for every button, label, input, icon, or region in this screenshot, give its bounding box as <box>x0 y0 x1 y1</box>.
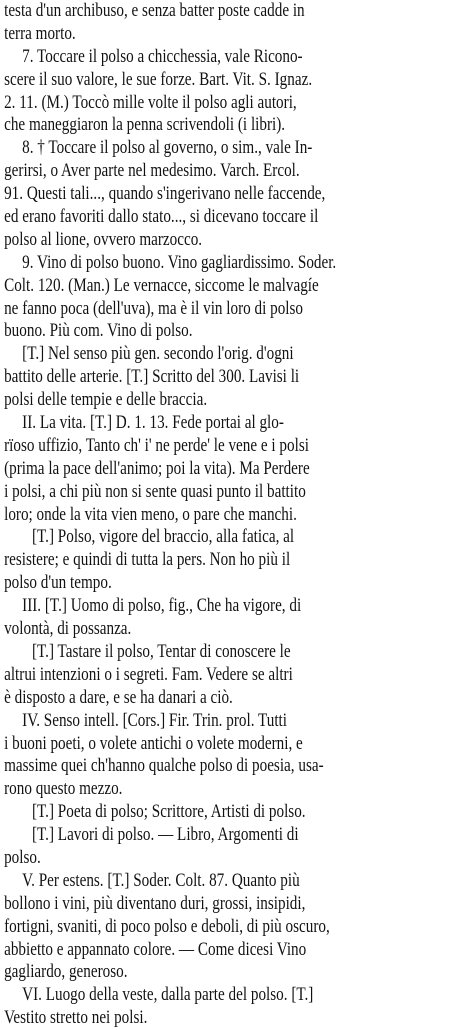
text-line: 7. Toccare il polso a chicchessia, vale Ricono- <box>22 46 303 67</box>
text-line: 8. † Toccare il polso al governo, o sim., vale In- <box>22 138 313 159</box>
text-line: rono questo mezzo. <box>4 779 123 800</box>
text-line: terra morto. <box>4 23 76 44</box>
text-line: loro; onde la vita vien meno, o pare che manchi. <box>4 504 297 525</box>
text-line: IV. Senso intell. [Cors.] Fir. Trin. prol. Tutti <box>22 710 287 731</box>
text-line: 2. 11. (M.) Toccò mille volte il polso agli autori, <box>4 92 297 113</box>
text-line: battito delle arterie. [T.] Scritto del 300. Lavisi li <box>4 367 300 388</box>
text-line: (prima la pace dell'animo; poi la vita). Ma Perdere <box>4 458 310 479</box>
text-line: 9. Vino di polso buono. Vino gagliardissimo. Soder. <box>22 252 337 273</box>
text-line: Colt. 120. (Man.) Le vernacce, siccome le malvagíe <box>4 275 319 296</box>
text-line: fortigni, svaniti, di poco polso e deboli, di più oscuro, <box>4 916 330 937</box>
text-line: i polsi, a chi più non si sente quasi punto il battito <box>4 481 306 502</box>
text-line: gerirsi, o Aver parte nel medesimo. Varch. Ercol. <box>4 161 300 182</box>
text-line: polso d'un tempo. <box>4 573 112 594</box>
text-line: bollono i vini, più diventano duri, grossi, insipidi, <box>4 893 306 914</box>
text-line: [T.] Nel senso più gen. secondo l'orig. d'ogni <box>22 344 294 365</box>
text-line: polso al lione, ovvero marzocco. <box>4 229 203 250</box>
text-line: [T.] Tastare il polso, Tentar di conoscere le <box>31 641 291 662</box>
text-line: testa d'un archibuso, e senza batter poste cadde in <box>4 1 305 21</box>
text-line: che maneggiaron la penna scrivendoli (i libri). <box>4 115 286 136</box>
text-line: Vestito stretto nei polsi. <box>4 1008 148 1029</box>
text-line: VI. Luogo della veste, dalla parte del polso. [T.] <box>22 985 314 1006</box>
text-line: gagliardo, generoso. <box>4 962 128 983</box>
text-line: scere il suo valore, le sue forze. Bart. Vit. S. Ignaz. <box>4 69 313 90</box>
text-line: ed erano favoriti dallo stato..., si dicevano toccare il <box>4 207 319 228</box>
text-line: altrui intenzioni o i segreti. Fam. Vedere se altri <box>4 664 293 685</box>
text-line: buono. Più com. Vino di polso. <box>4 321 193 342</box>
text-line: polso. <box>4 847 41 868</box>
text-line: massime quei ch'hanno qualche polso di poesia, usa- <box>4 756 324 777</box>
text-line: [T.] Poeta di polso; Scrittore, Artisti di polso. <box>31 802 306 823</box>
text-line: rïoso uffizio, Tanto ch' i' ne perde' le vene e i polsi <box>4 435 309 456</box>
text-line: resistere; e quindi di tutta la pers. Non ho più il <box>4 550 291 571</box>
text-line: II. La vita. [T.] D. 1. 13. Fede portai al glo- <box>22 413 284 434</box>
text-line: [T.] Polso, vigore del braccio, alla fatica, al <box>31 527 295 548</box>
text-line: abbietto e appannato colore. — Come dicesi Vino <box>4 939 307 960</box>
text-line: ne fanno poca (dell'uva), ma è il vin loro di polso <box>4 298 303 319</box>
text-line: [T.] Lavori di polso. — Libro, Argomenti di <box>31 825 299 846</box>
text-line: III. [T.] Uomo di polso, fig., Che ha vigore, di <box>22 596 302 617</box>
text-line: 91. Questi tali..., quando s'ingerivano nelle faccende, <box>4 184 326 205</box>
text-line: V. Per estens. [T.] Soder. Colt. 87. Quanto più <box>22 870 300 891</box>
text-line: polsi delle tempie e delle braccia. <box>4 390 208 411</box>
text-line: è disposto a dare, e se ha danari a ciò. <box>4 687 233 708</box>
text-line: volontà, di possanza. <box>4 619 132 640</box>
text-line: i buoni poeti, o volete antichi o volete moderni, e <box>4 733 303 754</box>
